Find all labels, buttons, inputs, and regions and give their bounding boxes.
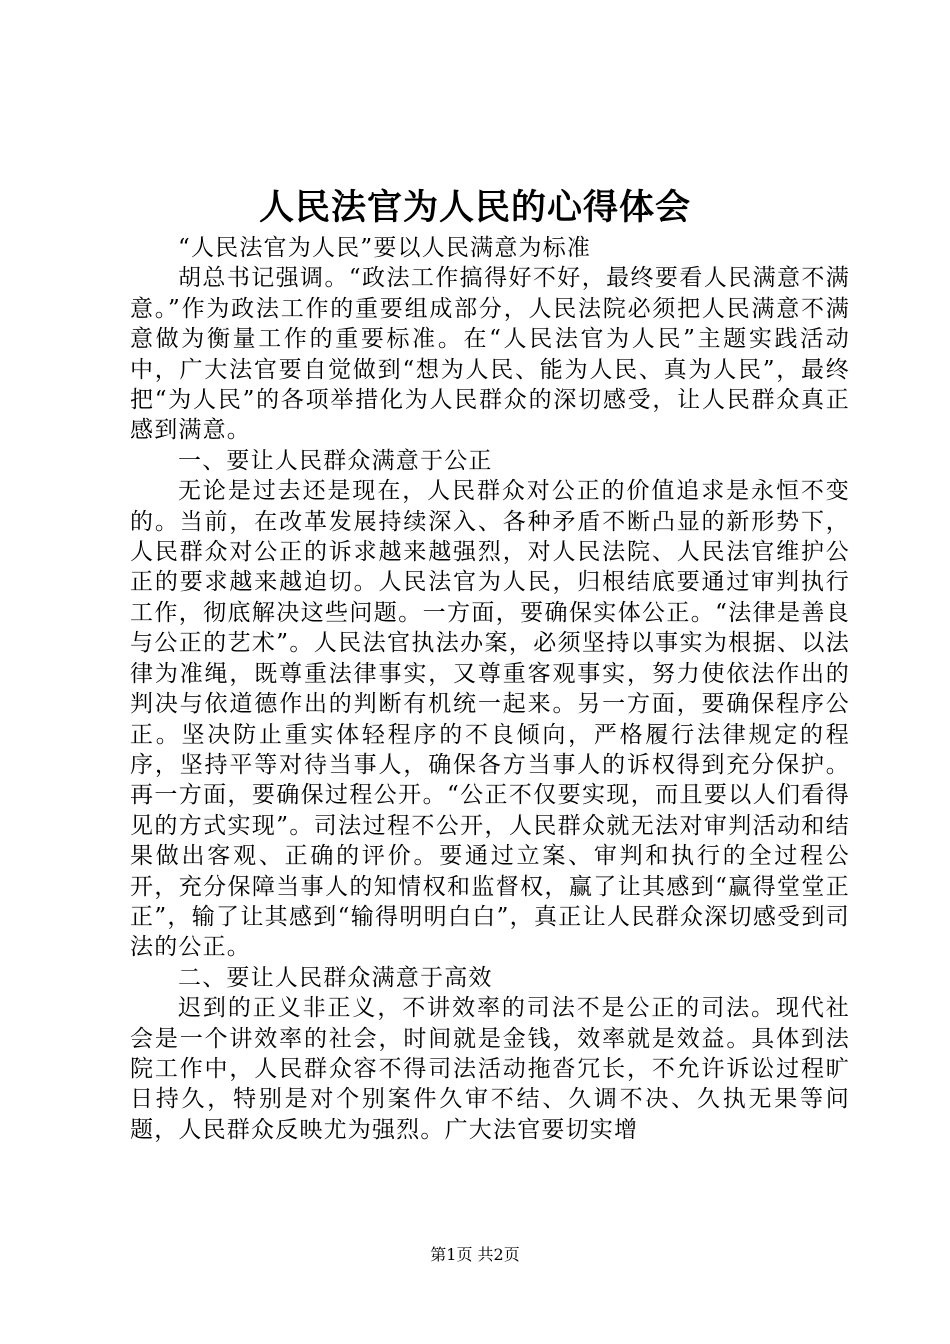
body-paragraph: 无论是过去还是现在，人民群众对公正的价值追求是永恒不变的。当前，在改革发展持续深入、各种矛盾不断凸显的新形势下，人民群众对公正的诉求越来越强烈，对人民法院、人民法官维护公正的要求越来越迫切。人民法官为人民，归根结底要通过审判执行工作，彻底解决这些问题。一方面，要确保实体公正。“法律是善良与公正的艺术”。人民法官执法办案，必须坚持以事实为根据、以法律为准绳，既尊重法律事实，又尊重客观事实，努力使依法作出的判决与依道德作出的判断有机统一起来。另一方面，要确保程序公正。坚决防止重实体轻程序的不良倾向，严格履行法律规定的程序，坚持平等对待当事人，确保各方当事人的诉权得到充分保护。再一方面，要确保过程公开。“公正不仅要实现，而且要以人们看得见的方式实现”。司法过程不公开，人民群众就无法对审判活动和结果做出客观、正确的评价。要通过立案、审判和执行的全过程公开，充分保障当事人的知情权和监督权，赢了让其感到“赢得堂堂正正”，输了让其感到“输得明明白白”，真正让人民群众深切感受到司法的公正。: [130, 478, 850, 961]
page-number-footer: 第1页 共2页: [430, 1245, 520, 1264]
document-title: 人民法官为人民的心得体会: [258, 187, 691, 228]
document-body: [130, 233, 850, 1145]
section-heading: 一、要让人民群众满意于公正: [178, 447, 493, 474]
section-heading: 二、要让人民群众满意于高效: [178, 964, 493, 991]
body-paragraph: 迟到的正义非正义，不讲效率的司法不是公正的司法。现代社会是一个讲效率的社会，时间就是金钱，效率就是效益。具体到法院工作中，人民群众容不得司法活动拖沓冗长，不允许诉讼过程旷日持久，特别是对个别案件久审不结、久调不决、久执无果等问题，人民群众反映尤为强烈。广大法官要切实增: [130, 995, 850, 1143]
subtitle-paragraph: “人民法官为人民”要以人民满意为标准: [178, 235, 592, 261]
body-paragraph: 胡总书记强调。“政法工作搞得好不好，最终要看人民满意不满意。”作为政法工作的重要组成部分，人民法院必须把人民满意不满意做为衡量工作的重要标准。在“人民法官为人民”主题实践活动中，广大法官要自觉做到“想为人民、能为人民、真为人民”，最终把“为人民”的各项举措化为人民群众的深切感受，让人民群众真正感到满意。: [130, 265, 850, 444]
